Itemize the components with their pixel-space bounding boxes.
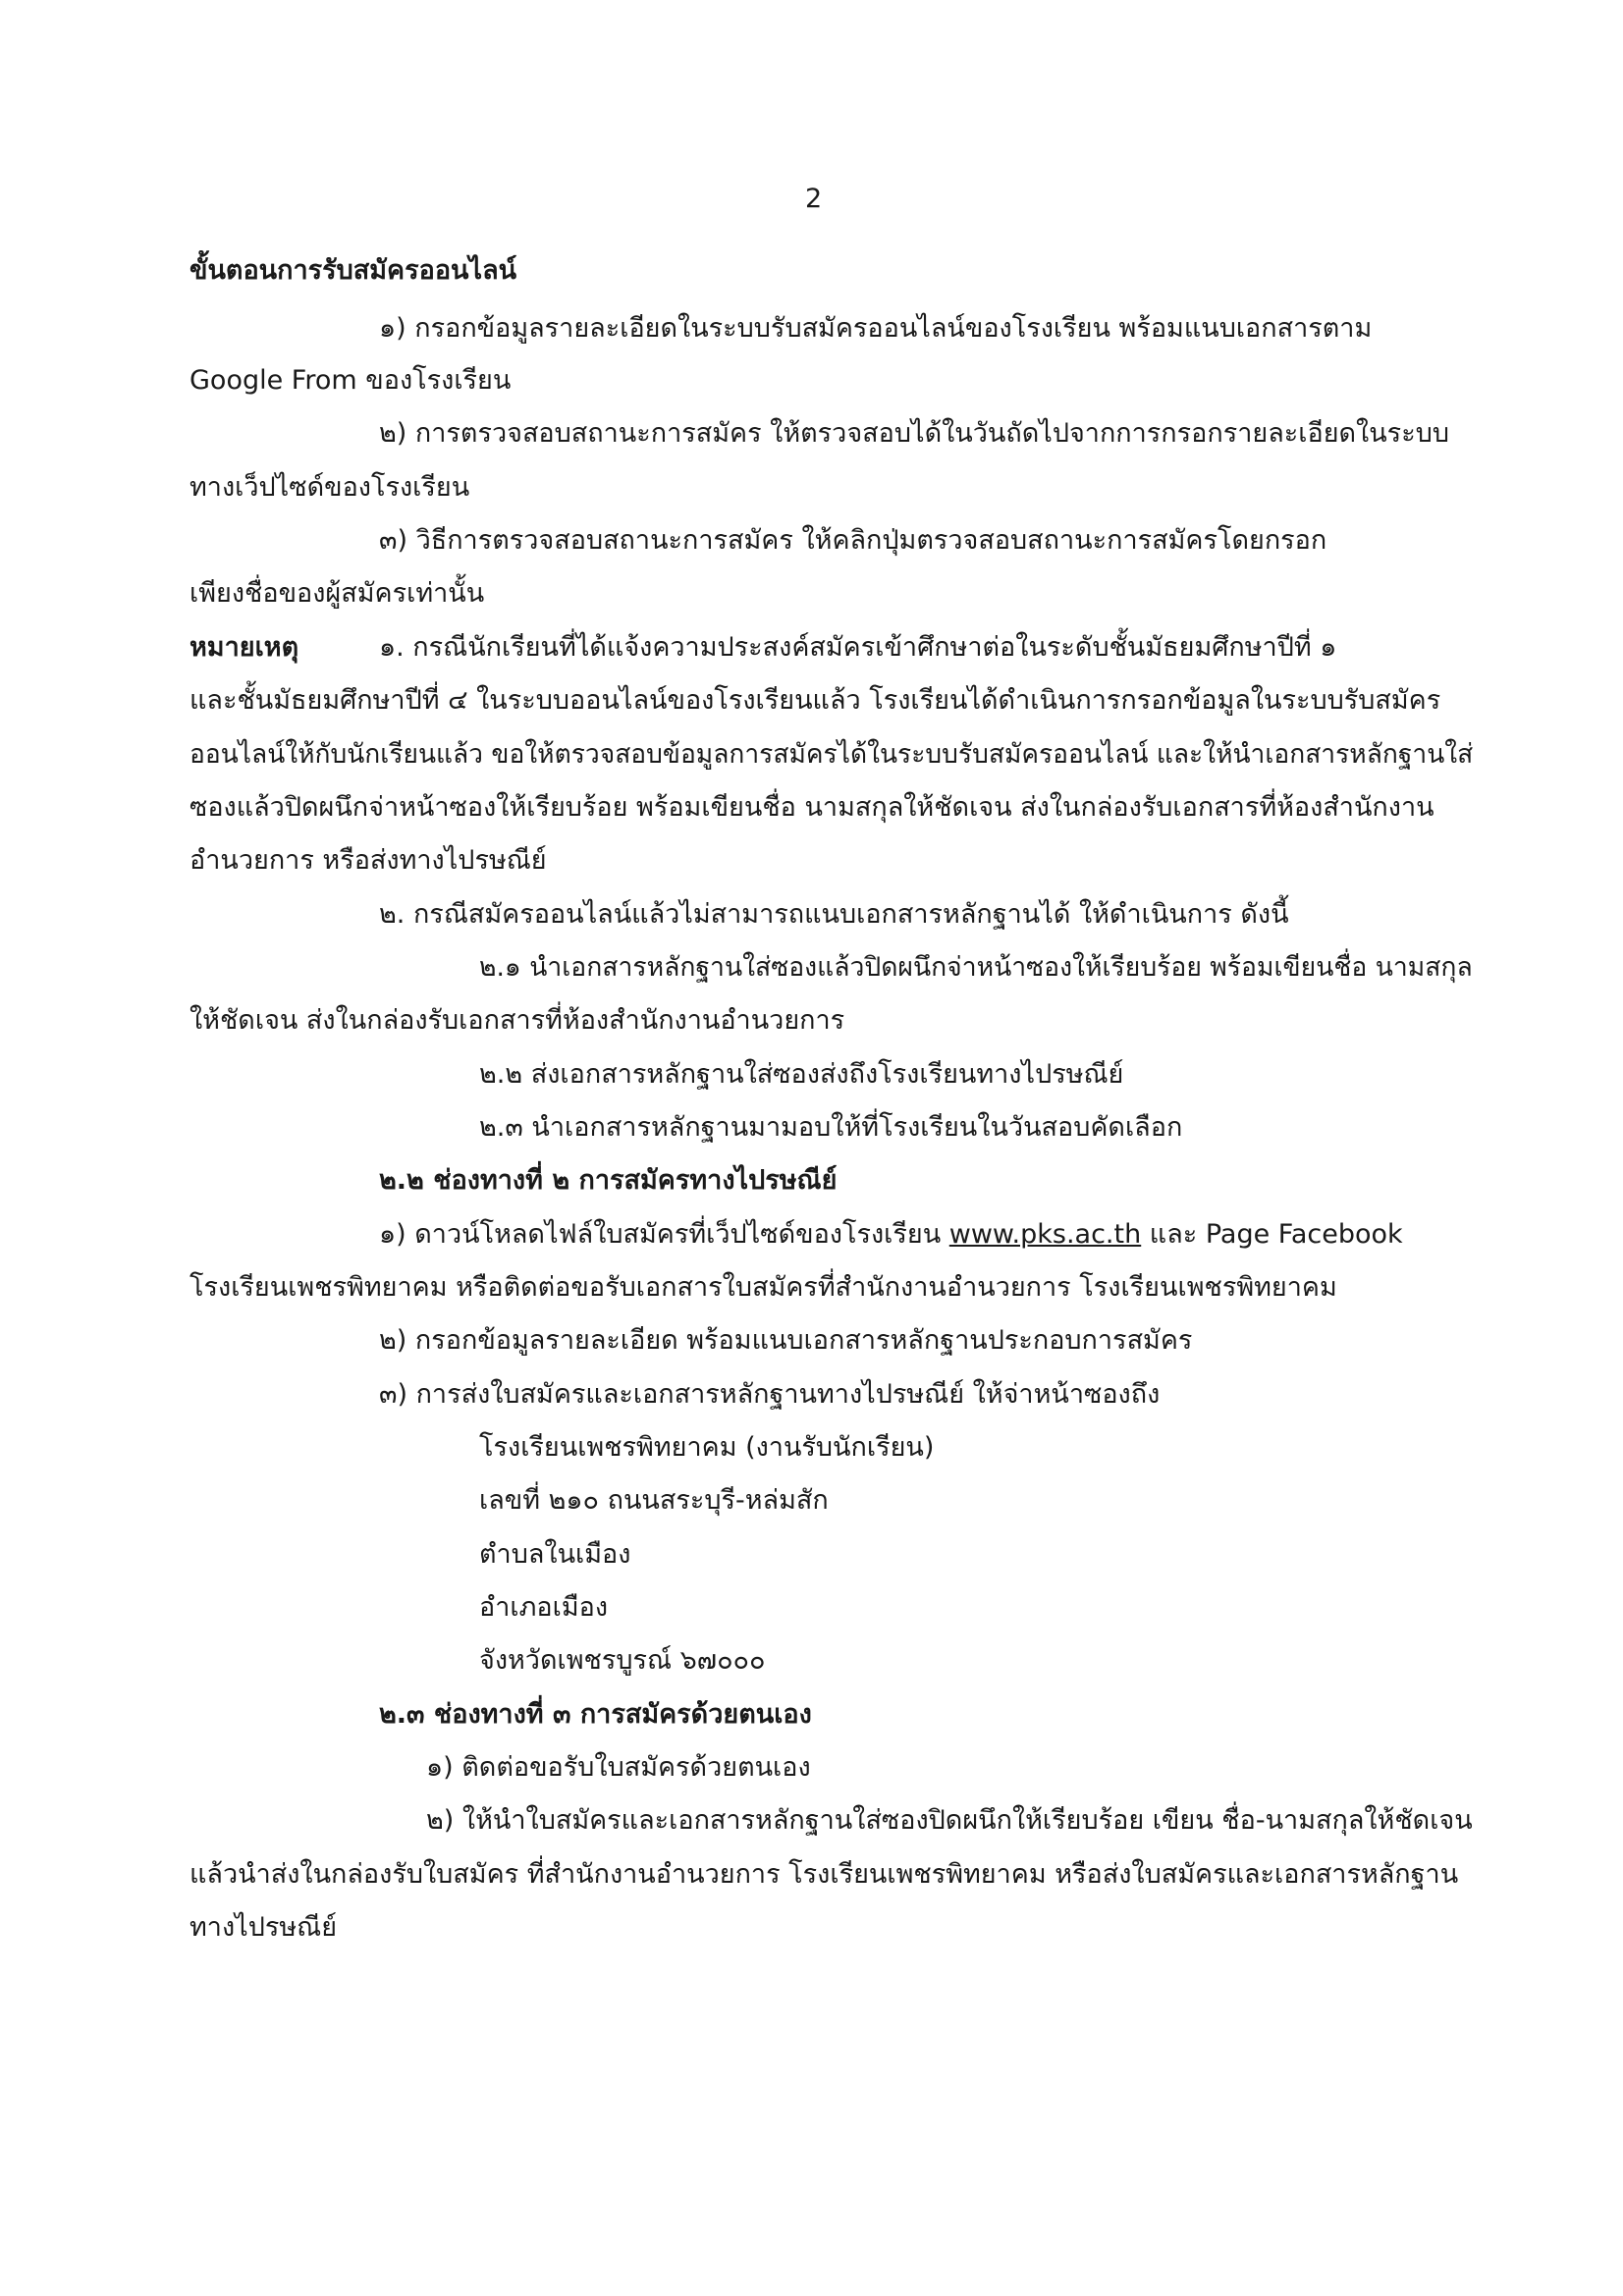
note-label: หมายเหตุ xyxy=(189,632,299,663)
school-website-link[interactable]: www.pks.ac.th xyxy=(948,1219,1142,1250)
online-step-2-cont: ทางเว็ปไซด์ของโรงเรียน xyxy=(189,472,470,503)
address-line-5: จังหวัดเพชรบูรณ์ ๖๗๐๐๐ xyxy=(479,1645,766,1676)
online-step-3: ๓) วิธีการตรวจสอบสถานะการสมัคร ให้คลิกปุ่มตรวจสอบสถานะการสมัครโดยกรอก xyxy=(379,525,1327,556)
address-line-2: เลขที่ ๒๑๐ ถนนสระบุรี-หล่มสัก xyxy=(479,1485,829,1516)
address-line-1: โรงเรียนเพชรพิทยาคม (งานรับนักเรียน) xyxy=(479,1432,935,1463)
online-step-1: ๑) กรอกข้อมูลรายละเอียดในระบบรับสมัครออนไลน์ของโรงเรียน พร้อมแนบเอกสารตาม xyxy=(379,313,1373,344)
note-1: ๑. กรณีนักเรียนที่ได้แจ้งความประสงค์สมัครเข้าศึกษาต่อในระดับชั้นมัธยมศึกษาปีที่ ๑ xyxy=(379,632,1337,663)
section-heading-online: ขั้นตอนการรับสมัครออนไลน์ xyxy=(189,255,517,286)
note-1-cont-1: และชั้นมัธยมศึกษาปีที่ ๔ ในระบบออนไลน์ของโรงเรียนแล้ว โรงเรียนได้ดำเนินการกรอกข้อมูลในระบบรับสมัคร xyxy=(189,685,1441,716)
channel-3-step-1: ๑) ติดต่อขอรับใบสมัครด้วยตนเอง xyxy=(426,1752,811,1783)
channel-2-step-1-text: ๑) ดาวน์โหลดไฟล์ใบสมัครที่เว็ปไซด์ของโรงเรียน xyxy=(379,1219,949,1250)
channel-2-step-1-facebook: และ Page Facebook xyxy=(1141,1219,1403,1250)
channel-3-heading: ๒.๓ ช่องทางที่ ๓ การสมัครด้วยตนเอง xyxy=(379,1699,812,1730)
note-2: ๒. กรณีสมัครออนไลน์แล้วไม่สามารถแนบเอกสารหลักฐานได้ ให้ดำเนินการ ดังนี้ xyxy=(379,899,1289,930)
channel-2-heading: ๒.๒ ช่องทางที่ ๒ การสมัครทางไปรษณีย์ xyxy=(379,1165,838,1196)
address-line-3: ตำบลในเมือง xyxy=(479,1539,631,1570)
note-2-1: ๒.๑ นำเอกสารหลักฐานใส่ซองแล้วปิดผนึกจ่าหน้าซองให้เรียบร้อย พร้อมเขียนชื่อ นามสกุล xyxy=(479,952,1473,983)
channel-2-step-1-cont: โรงเรียนเพชรพิทยาคม หรือติดต่อขอรับเอกสารใบสมัครที่สำนักงานอำนวยการ โรงเรียนเพชรพิทยาคม xyxy=(189,1272,1337,1303)
note-2-2: ๒.๒ ส่งเอกสารหลักฐานใส่ซองส่งถึงโรงเรียนทางไปรษณีย์ xyxy=(479,1059,1124,1090)
channel-3-step-2-cont-2: ทางไปรษณีย์ xyxy=(189,1912,338,1943)
address-line-4: อำเภอเมือง xyxy=(479,1592,609,1623)
online-step-3-cont: เพียงชื่อของผู้สมัครเท่านั้น xyxy=(189,578,485,609)
online-step-2: ๒) การตรวจสอบสถานะการสมัคร ให้ตรวจสอบได้ในวันถัดไปจากการกรอกรายละเอียดในระบบ xyxy=(379,418,1449,449)
note-2-3: ๒.๓ นำเอกสารหลักฐานมามอบให้ที่โรงเรียนในวันสอบคัดเลือก xyxy=(479,1112,1183,1143)
channel-2-step-1 xyxy=(379,1215,1403,1255)
note-2-1-cont: ให้ชัดเจน ส่งในกล่องรับเอกสารที่ห้องสำนักงานอำนวยการ xyxy=(189,1005,845,1036)
online-step-1-cont: Google From ของโรงเรียน xyxy=(189,365,512,396)
channel-3-step-2: ๒) ให้นำใบสมัครและเอกสารหลักฐานใส่ซองปิดผนึกให้เรียบร้อย เขียน ชื่อ-นามสกุลให้ชัดเจน xyxy=(426,1805,1473,1836)
note-1-cont-4: อำนวยการ หรือส่งทางไปรษณีย์ xyxy=(189,845,547,876)
channel-2-step-3: ๓) การส่งใบสมัครและเอกสารหลักฐานทางไปรษณีย์ ให้จ่าหน้าซองถึง xyxy=(379,1379,1161,1410)
channel-3-step-2-cont-1: แล้วนำส่งในกล่องรับใบสมัคร ที่สำนักงานอำนวยการ โรงเรียนเพชรพิทยาคม หรือส่งใบสมัครและเอกสารหลักฐาน xyxy=(189,1859,1459,1890)
channel-2-step-2: ๒) กรอกข้อมูลรายละเอียด พร้อมแนบเอกสารหลักฐานประกอบการสมัคร xyxy=(379,1325,1193,1356)
note-1-cont-2: ออนไลน์ให้กับนักเรียนแล้ว ขอให้ตรวจสอบข้อมูลการสมัครได้ในระบบรับสมัครออนไลน์ และให้นำเอกสารหลักฐานใส่ xyxy=(189,739,1474,770)
note-1-cont-3: ซองแล้วปิดผนึกจ่าหน้าซองให้เรียบร้อย พร้อมเขียนชื่อ นามสกุลให้ชัดเจน ส่งในกล่องรับเอกสารที่ห้องสำนักงาน xyxy=(189,792,1434,823)
page-number: 2 xyxy=(805,184,823,214)
